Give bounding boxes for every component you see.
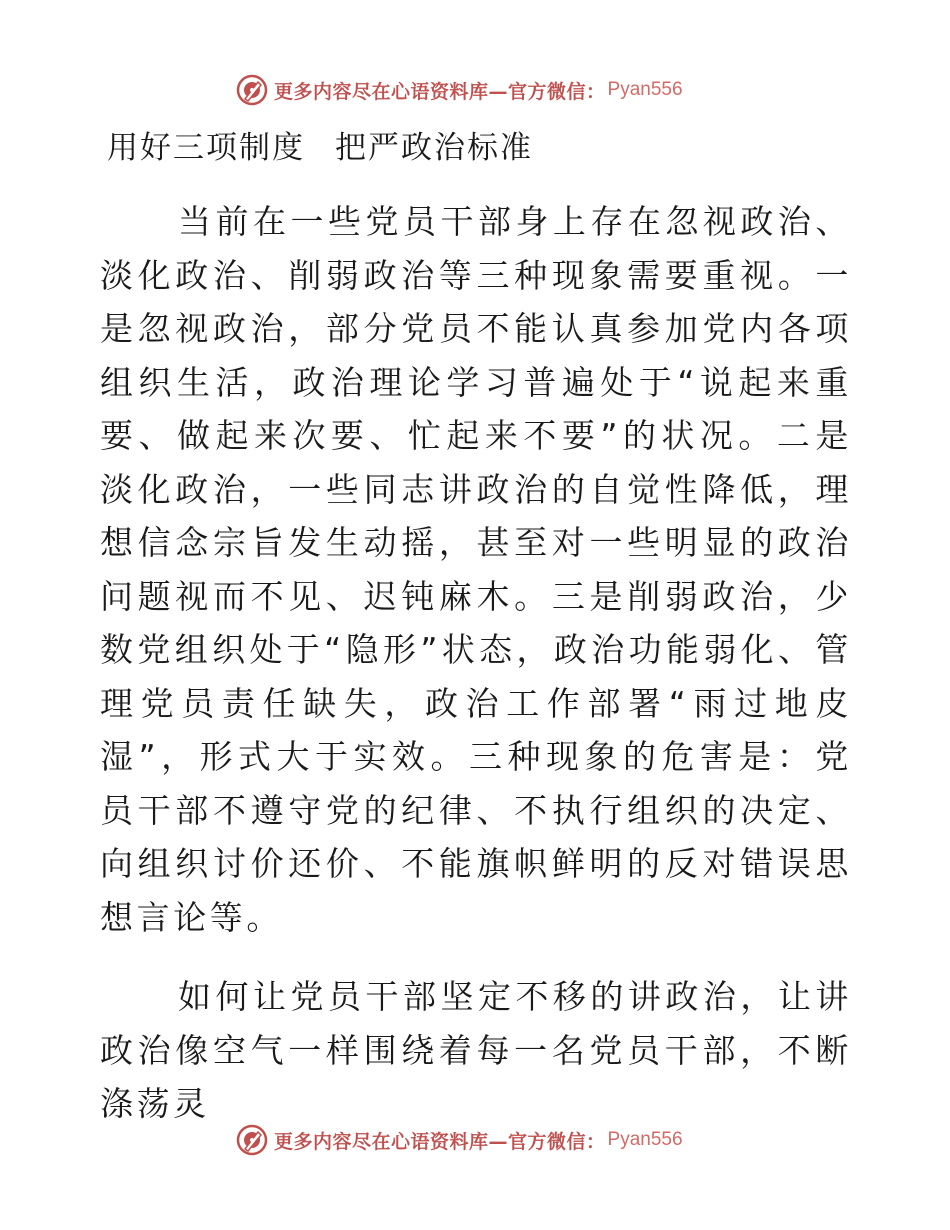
body-paragraph-2: 如何让党员干部坚定不移的讲政治，让讲政治像空气一样围绕着每一名党员干部，不断涤荡灵 — [100, 977, 852, 1123]
document-title — [107, 124, 533, 172]
pen-logo-icon — [236, 1124, 268, 1156]
pen-logo-icon — [236, 74, 268, 106]
body-paragraph-1: 当前在一些党员干部身上存在忽视政治、淡化政治、削弱政治等三种现象需要重视。一是忽视政治，部分党员不能认真参加党内各项组织生活，政治理论学习普遍处于“说起来重要、做起来次要、忙起来不要”的状况。二是淡化政治，一些同志讲政治的自觉性降低，理想信念宗旨发生动摇，甚至对一些明显的政治问题视而不见、迟钝麻木。三是削弱政治，少数党组织处于“隐形”状态，政治功能弱化、管理党员责任缺失，政治工作部署“雨过地皮湿”，形式大于实效。三种现象的危害是：党员干部不遵守党的纪律、不执行组织的决定、向组织讨价还价、不能旗帜鲜明的反对错误思想言论等。 — [100, 202, 852, 937]
footer-watermark — [236, 1123, 683, 1157]
watermark-text: 更多内容尽在心语资料库—官方微信： — [274, 1130, 606, 1153]
title-part-2: 把严政治标准 — [335, 130, 533, 166]
watermark-wechat-id: Pyan556 — [607, 1129, 683, 1150]
watermark-wechat-id: Pyan556 — [607, 79, 683, 100]
header-watermark — [236, 73, 683, 107]
watermark-text: 更多内容尽在心语资料库—官方微信： — [274, 80, 606, 103]
title-part-1: 用好三项制度 — [107, 130, 305, 166]
